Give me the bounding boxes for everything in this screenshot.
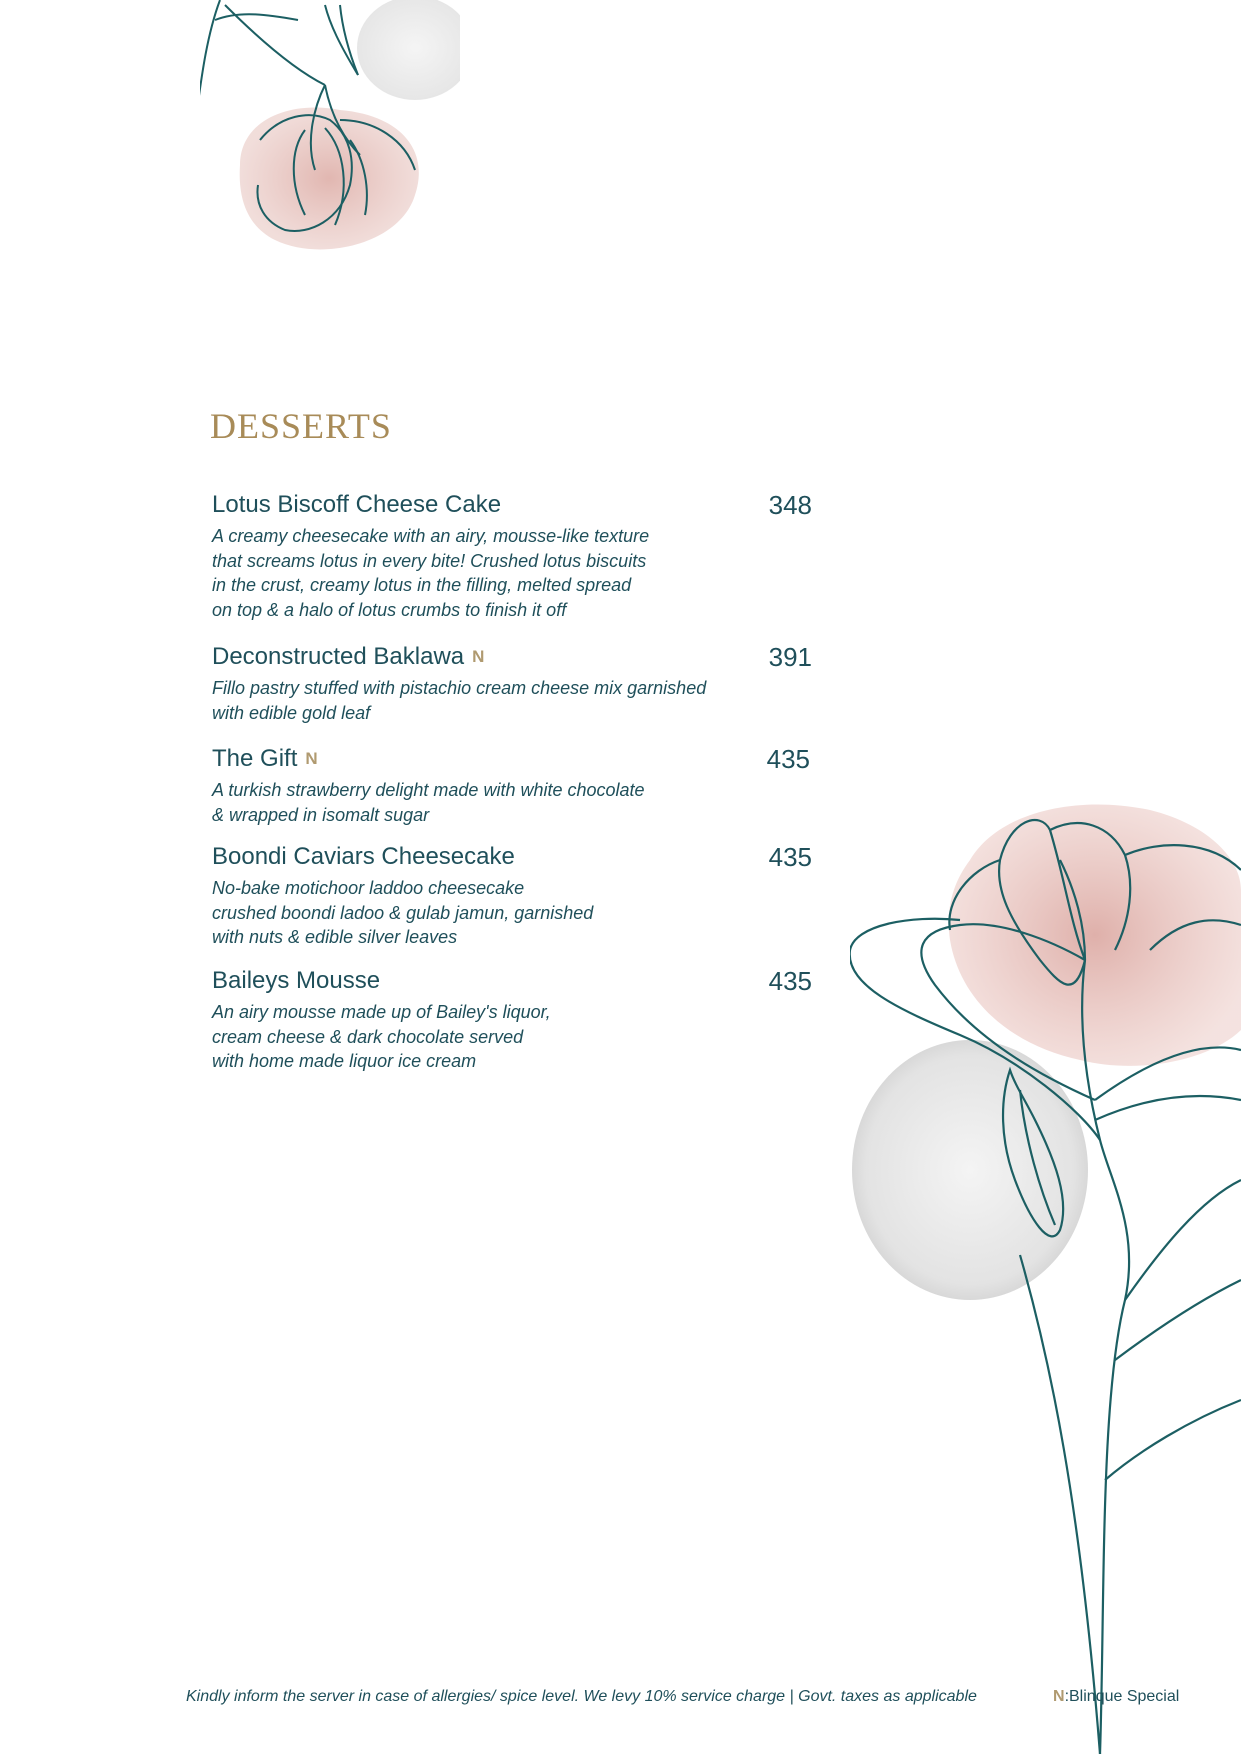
menu-item-name: The Gift (212, 745, 298, 772)
menu-item-description (212, 524, 812, 622)
floral-decoration-top-icon (200, 0, 460, 270)
menu-item-price: 435 (768, 966, 812, 996)
menu-item-description (212, 778, 810, 827)
menu-item-price: 435 (768, 842, 812, 872)
description-line: A creamy cheesecake with an airy, mousse-like texture (212, 526, 650, 546)
footer-note: Kindly inform the server in case of allergies/ spice level. We levy 10% service charge | Govt. taxes as applicable (186, 1688, 977, 1705)
description-line: A turkish strawberry delight made with white chocolate (212, 780, 645, 800)
description-line: with home made liquor ice cream (212, 1051, 477, 1071)
description-line: that screams lotus in every bite! Crushed lotus biscuits (212, 550, 647, 571)
menu-item (212, 742, 810, 827)
special-badge-icon: N (305, 749, 318, 768)
menu-item (212, 488, 812, 622)
description-line: on top & a halo of lotus crumbs to finish it off (212, 599, 567, 620)
menu-item-header (212, 964, 812, 1000)
menu-item-description (212, 876, 812, 950)
menu-item-header (212, 840, 812, 876)
menu-item-name: Boondi Caviars Cheesecake (212, 843, 515, 870)
description-line: cream cheese & dark chocolate served (212, 1026, 524, 1047)
menu-item-name: Lotus Biscoff Cheese Cake (212, 491, 502, 518)
menu-item-price: 435 (766, 744, 810, 774)
menu-item (212, 964, 812, 1074)
floral-decoration-right-icon (850, 800, 1241, 1754)
menu-item-header (212, 742, 810, 778)
special-badge-icon: N (472, 647, 485, 666)
special-legend-text: :Blinque Special (1064, 1688, 1180, 1705)
description-line: An airy mousse made up of Bailey's liquor, (212, 1002, 551, 1022)
menu-item-name: Baileys Mousse (212, 967, 381, 994)
menu-item-price: 348 (768, 490, 812, 520)
description-line: crushed boondi ladoo & gulab jamun, garnished (212, 902, 594, 923)
special-legend (1053, 1688, 1179, 1706)
menu-item (212, 640, 812, 725)
menu-item (212, 840, 812, 950)
menu-item-description (212, 676, 812, 725)
menu-item-description (212, 1000, 812, 1074)
description-line: & wrapped in isomalt sugar (212, 804, 430, 825)
special-mark-icon: N (1053, 1688, 1065, 1705)
menu-item-header (212, 640, 812, 676)
menu-item-price: 391 (768, 642, 812, 672)
menu-item-header (212, 488, 812, 524)
description-line: with nuts & edible silver leaves (212, 927, 458, 947)
description-line: in the crust, creamy lotus in the filling, melted spread (212, 575, 632, 595)
description-line: Fillo pastry stuffed with pistachio cream cheese mix garnished (212, 678, 707, 698)
page-title: DESSERTS (210, 406, 392, 446)
description-line: with edible gold leaf (212, 702, 371, 723)
menu-item-name: Deconstructed Baklawa (212, 643, 465, 670)
description-line: No-bake motichoor laddoo cheesecake (212, 878, 525, 898)
